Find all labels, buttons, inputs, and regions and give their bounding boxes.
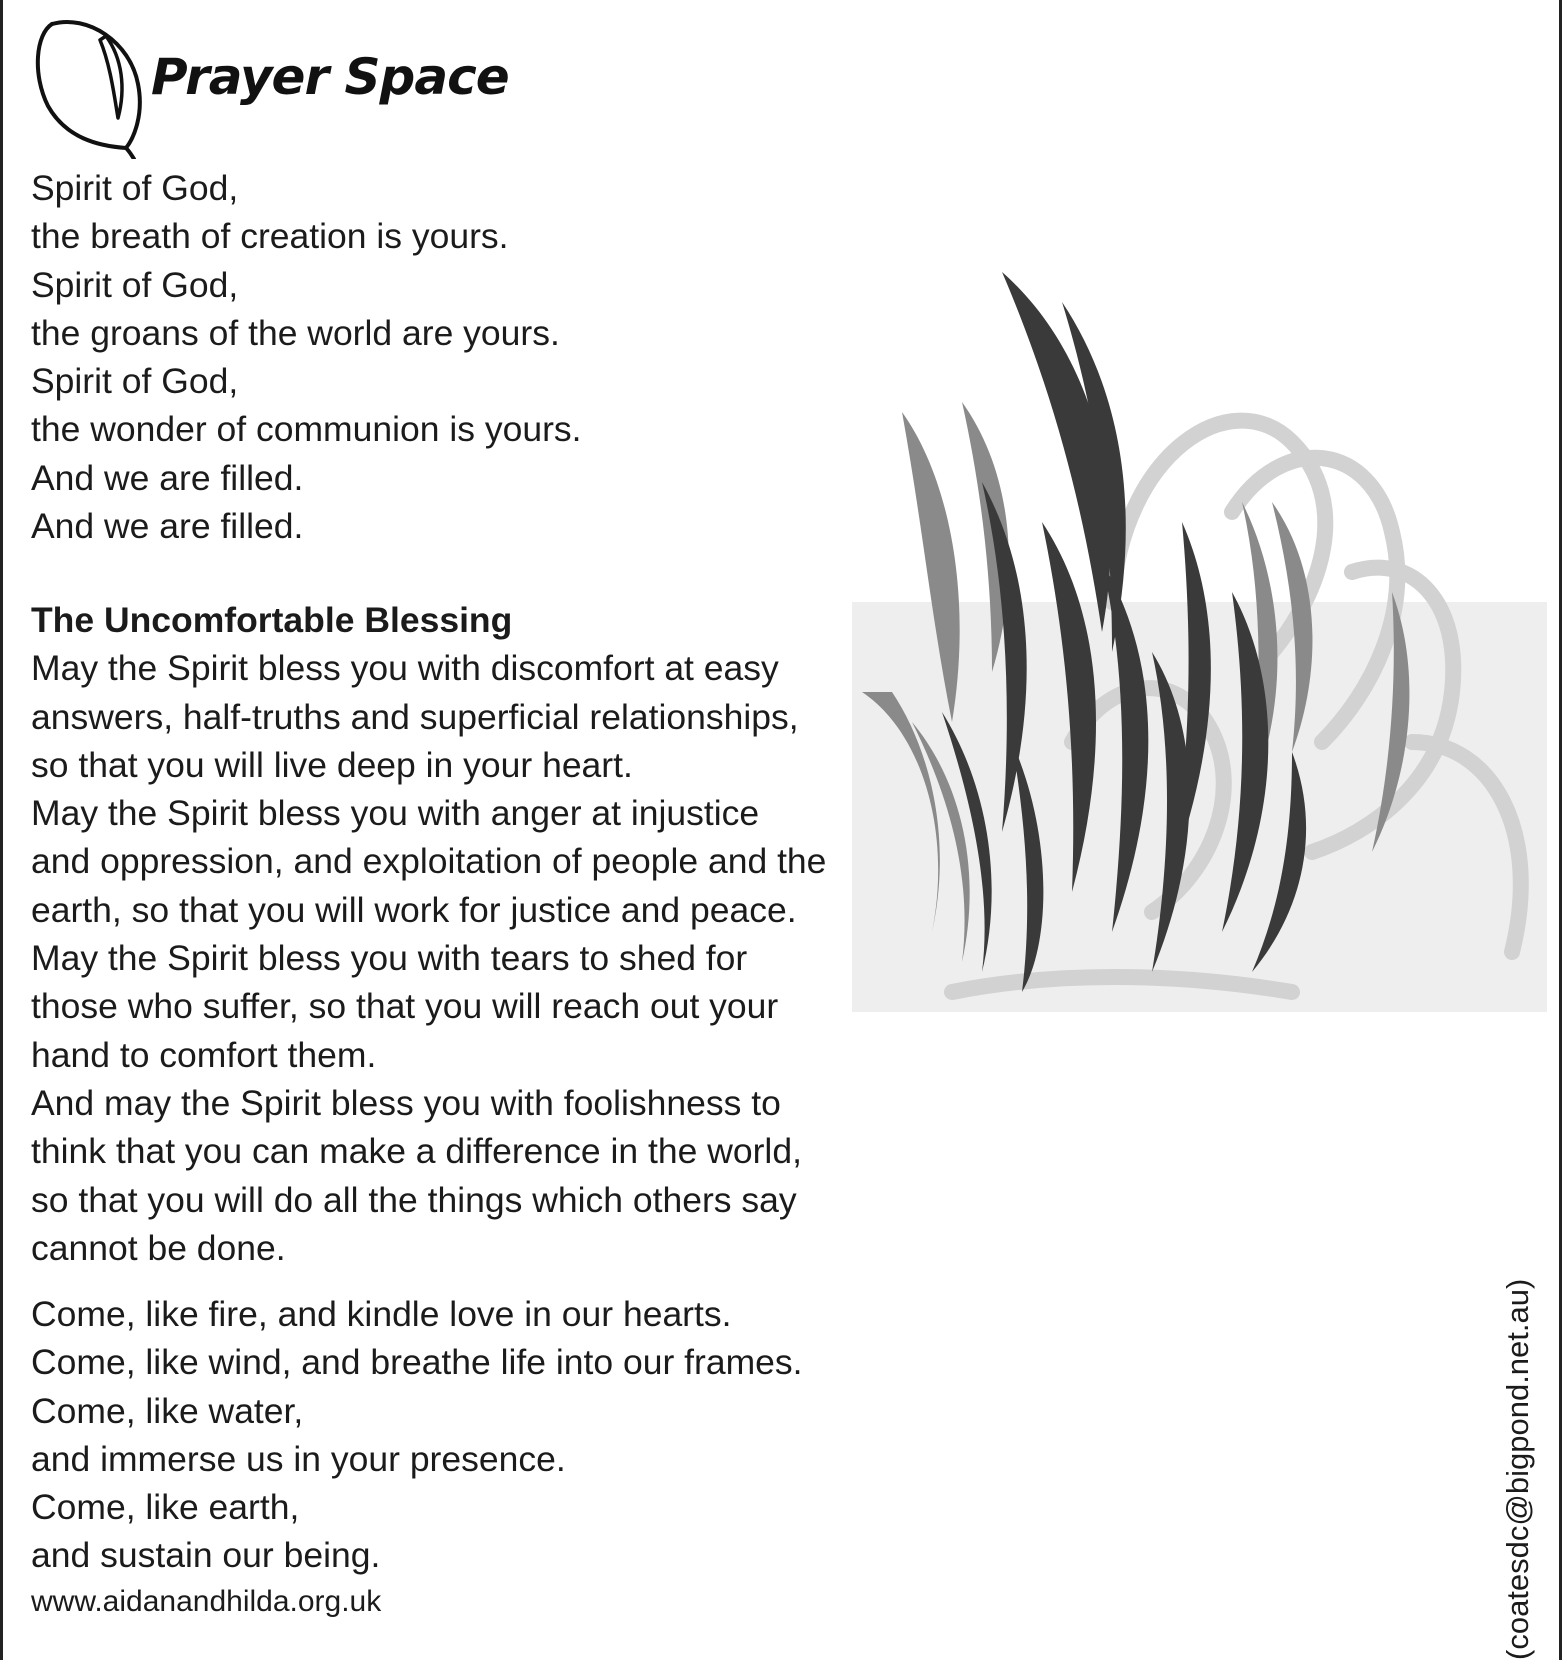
blessing-line: cannot be done. bbox=[31, 1227, 286, 1268]
blessing-line: And may the Spirit bless you with foolishness to bbox=[31, 1082, 781, 1123]
blessing-line: earth, so that you will work for justice and peace. bbox=[31, 889, 797, 930]
verse-line: Spirit of God, bbox=[31, 168, 239, 208]
closing-line: Come, like fire, and kindle love in our hearts. bbox=[31, 1294, 732, 1334]
blessing-line: think that you can make a difference in the world, bbox=[31, 1131, 802, 1172]
blessing-line: so that you will live deep in your heart. bbox=[31, 744, 633, 785]
blessing-line: so that you will do all the things which others say bbox=[31, 1179, 797, 1220]
blessing-section bbox=[31, 596, 826, 1272]
verse-section bbox=[31, 164, 582, 550]
closing-line: Come, like wind, and breathe life into our frames. bbox=[31, 1342, 803, 1383]
closing-line: and immerse us in your presence. bbox=[31, 1438, 566, 1479]
verse-line: Spirit of God, bbox=[31, 264, 239, 305]
closing-section bbox=[31, 1290, 803, 1624]
closing-line: and sustain our being. bbox=[31, 1535, 381, 1576]
blessing-line: May the Spirit bless you with tears to shed for bbox=[31, 938, 748, 979]
verse-line: And we are filled. bbox=[31, 506, 304, 547]
verse-line: And we are filled. bbox=[31, 457, 304, 498]
verse-line: the groans of the world are yours. bbox=[31, 312, 560, 353]
blessing-line: hand to comfort them. bbox=[31, 1034, 377, 1075]
source-url: www.aidanandhilda.org.uk bbox=[31, 1584, 382, 1618]
flames-icon bbox=[852, 272, 1547, 1072]
verse-line: the breath of creation is yours. bbox=[31, 216, 509, 257]
leaf-icon bbox=[30, 14, 150, 159]
verse-line: the wonder of communion is yours. bbox=[31, 409, 582, 450]
blessing-line: May the Spirit bless you with anger at injustice bbox=[31, 793, 760, 834]
header bbox=[30, 14, 550, 159]
blessing-line: May the Spirit bless you with discomfort at easy bbox=[31, 648, 779, 689]
closing-line: Come, like water, bbox=[31, 1390, 304, 1431]
side-credit: (coatesdc@bigpond.net.au) bbox=[1500, 1278, 1535, 1660]
closing-line: Come, like earth, bbox=[31, 1487, 300, 1528]
blessing-heading: The Uncomfortable Blessing bbox=[31, 600, 513, 640]
blessing-line: those who suffer, so that you will reach out your bbox=[31, 986, 779, 1027]
blessing-line: and oppression, and exploitation of people and the bbox=[31, 841, 827, 882]
blessing-line: answers, half-truths and superficial relationships, bbox=[31, 696, 799, 737]
verse-line: Spirit of God, bbox=[31, 361, 239, 402]
page-title: Prayer Space bbox=[151, 48, 509, 106]
